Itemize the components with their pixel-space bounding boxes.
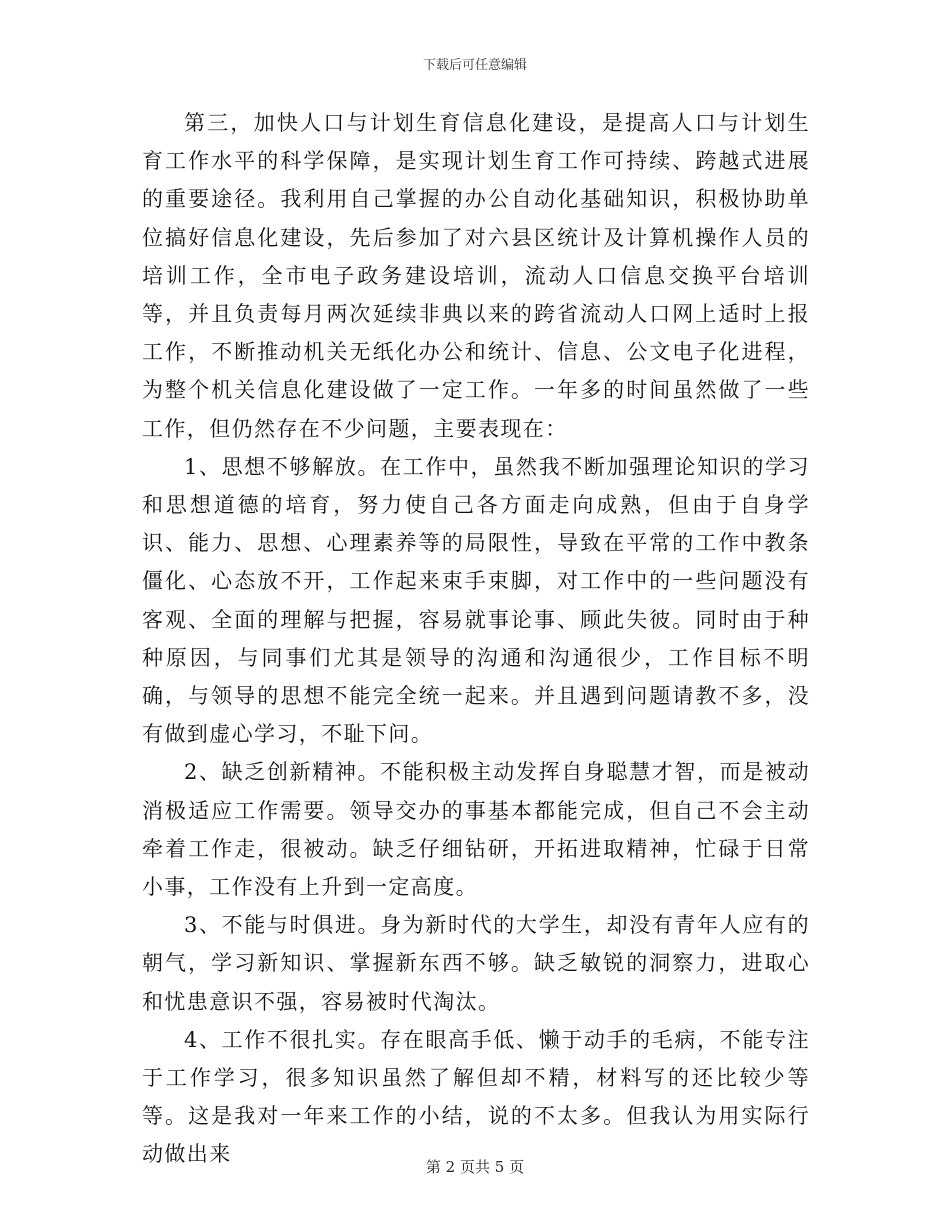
page-header: 下载后可任意编辑 (422, 58, 527, 73)
paragraph-informatization: 第三，加快人口与计划生育信息化建设，是提高人口与计划生育工作水平的科学保障，是实现计划生育工作可持续、跨越式进展的重要途径。我利用自己掌握的办公自动化基础知识，积极协助单位搞好信息化建设，先后参加了对六县区统计及计算机操作人员的培训工作，全市电子政务建设培训，流动人口信息交换平台培训等，并且负责每月两次延续非典以来的跨省流动人口网上适时上报工作，不断推动机关无纸化办公和统计、信息、公文电子化进程，为整个机关信息化建设做了一定工作。一年多的时间虽然做了一些工作，但仍然存在不少问题，主要表现在： (142, 111, 810, 441)
page-number: 第 2 页共 5 页 (425, 1158, 525, 1176)
paragraph-point-2: 2、缺乏创新精神。不能积极主动发挥自身聪慧才智，而是被动消极适应工作需要。领导交办的事基本都能完成，但自己不会主动牵着工作走，很被动。缺乏仔细钻研，开拓进取精神，忙碌于日常小事，工作没有上升到一定高度。 (142, 760, 810, 900)
paragraph-point-4: 4、工作不很扎实。存在眼高手低、懒于动手的毛病，不能专注于工作学习，很多知识虽然了解但却不精，材料写的还比较少等等。这是我对一年来工作的小结，说的不太多。但我认为用实际行动做出来 (142, 1027, 810, 1167)
paragraph-point-1: 1、思想不够解放。在工作中，虽然我不断加强理论知识的学习和思想道德的培育，努力使自己各方面走向成熟，但由于自身学识、能力、思想、心理素养等的局限性，导致在平常的工作中教条僵化、心态放不开，工作起来束手束脚，对工作中的一些问题没有客观、全面的理解与把握，容易就事论事、顾此失彼。同时由于种种原因，与同事们尤其是领导的沟通和沟通很少，工作目标不明确，与领导的思想不能完全统一起来。并且遇到问题请教不多，没有做到虚心学习，不耻下问。 (142, 454, 810, 747)
document-body (142, 104, 810, 1174)
paragraph-point-3: 3、不能与时俱进。身为新时代的大学生，却没有青年人应有的朝气，学习新知识、掌握新东西不够。缺乏敏锐的洞察力，进取心和忧患意识不强，容易被时代淘汰。 (142, 913, 810, 1014)
